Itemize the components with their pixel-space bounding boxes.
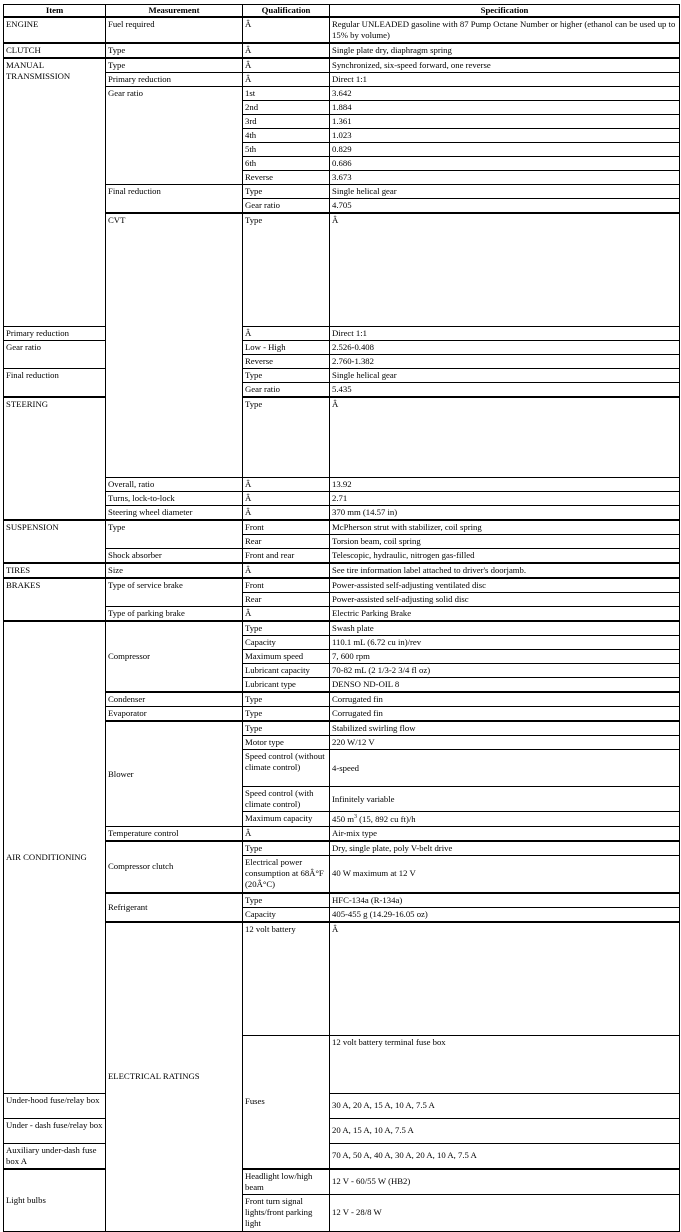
specification-cell: 4.705 [330,199,680,214]
qualification-cell: Front [243,578,330,593]
table-row [4,893,680,908]
specification-cell: 7, 600 rpm [330,650,680,664]
measurement-cell: Final reduction [4,369,106,398]
qualification-cell: Â [243,73,330,87]
qualification-cell: Lubricant capacity [243,664,330,678]
specification-cell: Synchronized, six-speed forward, one reverse [330,58,680,73]
specification-cell: Single helical gear [330,369,680,383]
header-measurement: Measurement [106,5,243,18]
specification-cell: Telescopic, hydraulic, nitrogen gas-filled [330,549,680,564]
specification-cell: 1.023 [330,129,680,143]
specification-cell: 70 A, 50 A, 40 A, 30 A, 20 A, 10 A, 7.5 A [330,1143,680,1169]
qualification-cell: Under-hood fuse/relay box [4,1093,106,1118]
qualification-cell: Front and rear [243,549,330,564]
qualification-cell: Type [243,721,330,736]
qualification-cell: Under - dash fuse/relay box [4,1118,106,1143]
item-manual-transmission: MANUAL TRANSMISSION [4,58,106,327]
specification-cell: DENSO ND-OIL 8 [330,678,680,693]
qualification-cell: Rear [243,535,330,549]
qualification-cell: 1st [243,87,330,101]
table-row [4,520,680,535]
item-air-conditioning: AIR CONDITIONING [4,621,106,1093]
qualification-cell: Â [243,17,330,43]
specification-cell: 0.829 [330,143,680,157]
specification-cell: Corrugated fin [330,692,680,707]
specification-cell [330,812,680,827]
table-row [4,621,680,636]
qualification-cell: Â [243,327,330,341]
qualification-cell: 5th [243,143,330,157]
qualification-cell: Â [243,607,330,622]
header-specification: Specification [330,5,680,18]
specification-cell: 220 W/12 V [330,736,680,750]
table-row [4,327,680,341]
item-steering: STEERING [4,397,106,520]
specification-cell: 3.642 [330,87,680,101]
specification-cell: 12 V - 28/8 W [330,1194,680,1231]
measurement-cell: Compressor [106,621,243,692]
qualification-cell: Gear ratio [243,199,330,214]
measurement-cell: Size [106,563,243,578]
item-clutch: CLUTCH [4,43,106,58]
qualification-cell: Front [243,520,330,535]
qualification-cell: Capacity [243,907,330,922]
qualification-cell: 12 volt battery terminal fuse box [330,1035,680,1093]
measurement-cell: Blower [106,721,243,827]
qualification-cell: 6th [243,157,330,171]
specification-cell: 1.361 [330,115,680,129]
qualification-cell: Type [243,707,330,722]
qualification-cell: Â [243,478,330,492]
qualification-cell: Speed control (with climate control) [243,787,330,812]
qualification-cell: Type [243,369,330,383]
qualification-cell: Motor type [243,736,330,750]
qualification-cell: 4th [243,129,330,143]
table-row [4,827,680,842]
table-row [4,707,680,722]
header-item: Item [4,5,106,18]
specification-cell: Electric Parking Brake [330,607,680,622]
measurement-cell: Compressor clutch [106,841,243,893]
table-row [4,185,680,199]
table-row [4,549,680,564]
qualification-cell: Gear ratio [243,383,330,398]
table-row [4,1169,680,1195]
table-row [4,478,680,492]
table-row [4,692,680,707]
specification-cell: HFC-134a (R-134a) [330,893,680,908]
qualification-cell: Reverse [243,171,330,185]
measurement-cell: 12 volt battery [243,922,330,1036]
specification-cell: 4-speed [330,750,680,787]
specification-cell: 5.435 [330,383,680,398]
table-row [4,87,680,101]
specification-cell: Swash plate [330,621,680,636]
table-row [4,607,680,622]
table-row [4,841,680,856]
qualification-cell: Â [243,506,330,521]
table-row [4,721,680,736]
qualification-cell: Type [243,692,330,707]
qualification-cell: Type [243,185,330,199]
item-suspension: SUSPENSION [4,520,106,563]
specification-cell: 370 mm (14.57 in) [330,506,680,521]
specification-cell: 40 W maximum at 12 V [330,856,680,893]
specification-cell: 13.92 [330,478,680,492]
measurement-cell: Steering wheel diameter [106,506,243,521]
item-brakes: BRAKES [4,578,106,621]
specification-cell: Direct 1:1 [330,73,680,87]
table-row [4,492,680,506]
qualification-cell: Type [243,621,330,636]
qualification-cell: Lubricant type [243,678,330,693]
specification-cell: 110.1 mL (6.72 cu in)/rev [330,636,680,650]
specification-cell: Dry, single plate, poly V-belt drive [330,841,680,856]
table-row [4,563,680,578]
item-electrical-ratings: ELECTRICAL RATINGS [106,922,243,1232]
measurement-cell: Fuel required [106,17,243,43]
specification-cell: 2.760-1.382 [330,355,680,369]
header-row [4,5,680,18]
qualification-cell: Reverse [243,355,330,369]
specification-cell: Corrugated fin [330,707,680,722]
table-row [4,1143,680,1169]
measurement-cell: Evaporator [106,707,243,722]
table-row [4,578,680,593]
specification-cell: 3.673 [330,171,680,185]
measurement-cell: Type [243,213,330,327]
specification-cell: 1.884 [330,101,680,115]
specification-cell: Direct 1:1 [330,327,680,341]
qualification-cell: Rear [243,593,330,607]
specification-cell: 405-455 g (14.29-16.05 oz) [330,907,680,922]
table-row [4,506,680,521]
table-row [4,369,680,383]
specification-cell: McPherson strut with stabilizer, coil spring [330,520,680,535]
qualification-cell: Â [330,922,680,1036]
max-capacity-value: 450 m [332,813,354,824]
specification-cell: Stabilized swirling flow [330,721,680,736]
qualification-cell: 3rd [243,115,330,129]
specification-cell: 12 V - 60/55 W (HB2) [330,1169,680,1195]
qualification-cell: Maximum capacity [243,812,330,827]
specification-cell: 2.71 [330,492,680,506]
table-row [4,73,680,87]
measurement-cell: Fuses [243,1035,330,1169]
measurement-cell: Refrigerant [106,893,243,922]
table-row [4,43,680,58]
qualification-cell: Headlight low/high beam [243,1169,330,1195]
specification-cell: Torsion beam, coil spring [330,535,680,549]
specification-cell: 70-82 mL (2 1/3-2 3/4 fl oz) [330,664,680,678]
specification-cell: Power-assisted self-adjusting solid disc [330,593,680,607]
max-capacity-unit: (15, 892 cu ft)/h [356,813,416,824]
specifications-table [3,4,680,1232]
table-row [4,397,680,478]
qualification-cell: Auxiliary under-dash fuse box A [4,1143,106,1169]
qualification-cell: Â [243,58,330,73]
measurement-cell: Primary reduction [106,73,243,87]
item-engine: ENGINE [4,17,106,43]
measurement-cell: Gear ratio [4,341,106,369]
specification-cell: Infinitely variable [330,787,680,812]
qualification-cell: Type [243,841,330,856]
qualification-cell: Front turn signal lights/front parking light [243,1194,330,1231]
specification-cell: Air-mix type [330,827,680,842]
table-row [4,1093,680,1118]
header-qualification: Qualification [243,5,330,18]
table-row [4,213,680,327]
table-row [4,341,680,355]
measurement-cell: Light bulbs [4,1169,106,1232]
measurement-cell: Shock absorber [106,549,243,564]
qualification-cell: Capacity [243,636,330,650]
table-row [4,1118,680,1143]
measurement-cell: Temperature control [106,827,243,842]
specification-cell: 20 A, 15 A, 10 A, 7.5 A [330,1118,680,1143]
qualification-cell: Â [243,43,330,58]
specification-cell: 0.686 [330,157,680,171]
item-cvt: CVT [106,213,243,478]
table-row [4,58,680,73]
qualification-cell: 2nd [243,101,330,115]
qualification-cell: Electrical power consumption at 68Â°F (20Â°C) [243,856,330,893]
specification-cell: Power-assisted self-adjusting ventilated disc [330,578,680,593]
measurement-cell: Type [106,58,243,73]
cubic-superscript: 3 [353,813,357,820]
measurement-cell: Type [106,43,243,58]
measurement-cell: Turns, lock-to-lock [106,492,243,506]
item-tires: TIRES [4,563,106,578]
measurement-cell: Type [243,397,330,478]
qualification-cell: Â [243,563,330,578]
specification-cell: Regular UNLEADED gasoline with 87 Pump Octane Number or higher (ethanol can be used up to 15% by volume) [330,17,680,43]
measurement-cell: Type of service brake [106,578,243,607]
specification-cell: Single helical gear [330,185,680,199]
measurement-cell: Gear ratio [106,87,243,185]
qualification-cell: Maximum speed [243,650,330,664]
table-row [4,922,680,1036]
table-row [4,17,680,43]
specification-cell: Single plate dry, diaphragm spring [330,43,680,58]
qualification-cell: Speed control (without climate control) [243,750,330,787]
qualification-cell: Â [330,397,680,478]
specification-cell: 30 A, 20 A, 15 A, 10 A, 7.5 A [330,1093,680,1118]
measurement-cell: Condenser [106,692,243,707]
qualification-cell: Â [243,827,330,842]
qualification-cell: Type [243,893,330,908]
measurement-cell: Overall, ratio [106,478,243,492]
measurement-cell: Type [106,520,243,549]
measurement-cell: Primary reduction [4,327,106,341]
qualification-cell: Low - High [243,341,330,355]
specification-cell: See tire information label attached to driver's doorjamb. [330,563,680,578]
qualification-cell: Â [243,492,330,506]
qualification-cell: Â [330,213,680,327]
specification-cell: 2.526-0.408 [330,341,680,355]
measurement-cell: Final reduction [106,185,243,214]
measurement-cell: Type of parking brake [106,607,243,622]
